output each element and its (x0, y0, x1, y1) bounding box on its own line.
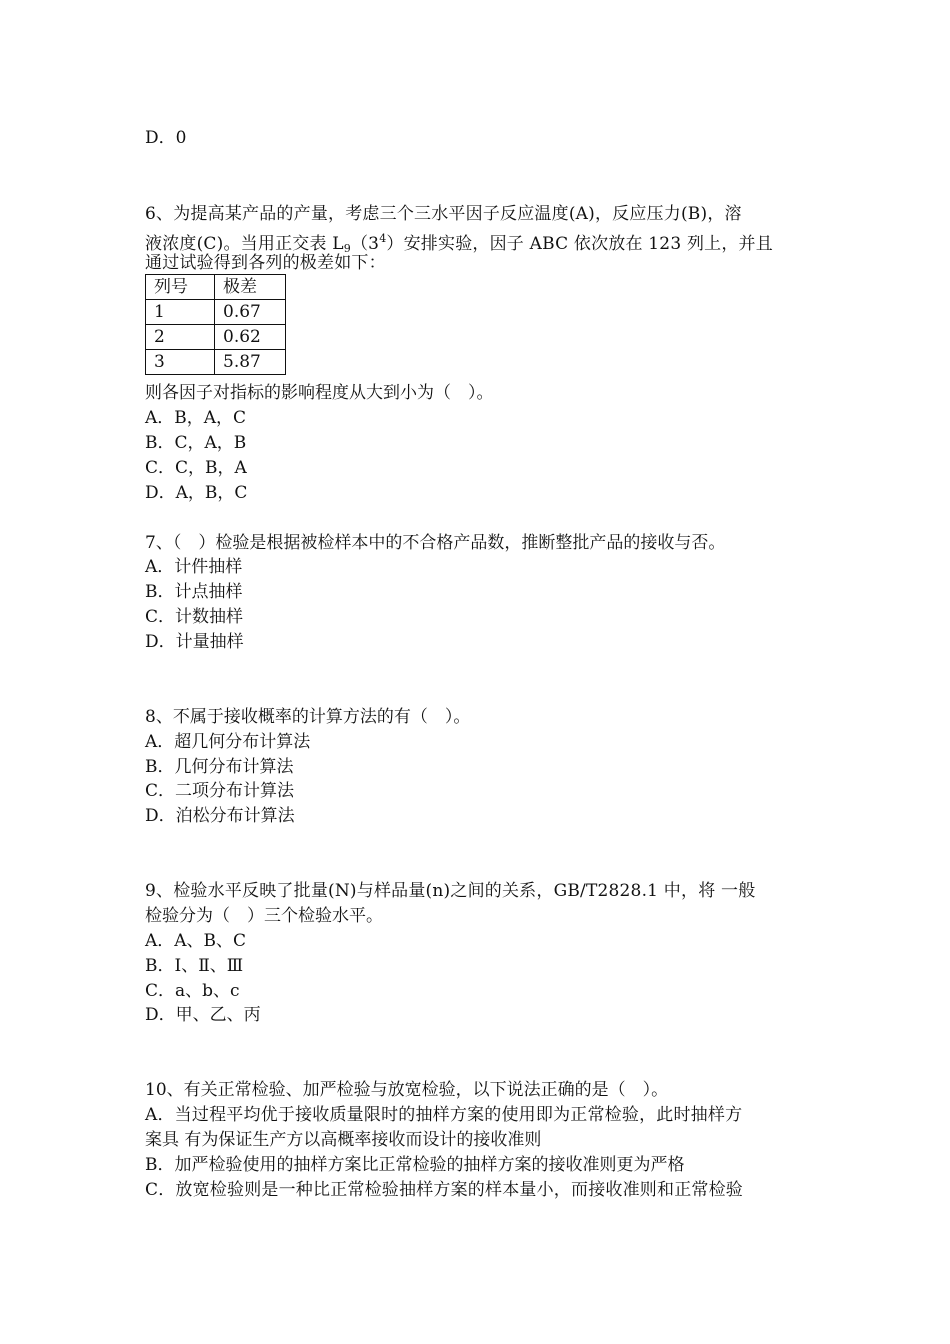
q10-option-a-line2: 案具 有为保证生产方以高概率接收而设计的接收准则 (145, 1130, 542, 1150)
q8-option-a: A．超几何分布计算法 (145, 732, 311, 752)
q7-option-a: A．计件抽样 (145, 557, 243, 577)
q6-stem-text: （3 (350, 234, 380, 254)
table-row (146, 325, 286, 350)
table-header-cell: 列号 (146, 275, 215, 300)
q6-question: 则各因子对指标的影响程度从大到小为（ ）。 (145, 383, 494, 403)
q6-stem-line1: 6、为提高某产品的产量，考虑三个三水平因子反应温度(A)，反应压力(B)，溶 (145, 204, 742, 224)
q6-stem-text: ）安排实验，因子 ABC 依次放在 123 列上，并且 (386, 234, 773, 254)
q6-stem-text: 液浓度(C)。当用正交表 L (145, 234, 344, 254)
q6-stem-line3: 通过试验得到各列的极差如下： (145, 253, 386, 273)
q6-subscript: 9 (343, 242, 351, 255)
table-header-cell: 极差 (215, 275, 286, 300)
table-cell: 3 (146, 350, 215, 375)
q6-option-c: C．C，B，A (145, 458, 247, 478)
q9-option-c: C．a、b、c (145, 981, 240, 1001)
q7-option-b: B．计点抽样 (145, 582, 243, 602)
q6-option-b: B．C，A，B (145, 433, 247, 453)
q10-option-a-line1: A．当过程平均优于接收质量限时的抽样方案的使用即为正常检验，此时抽样方 (145, 1105, 743, 1125)
q7-option-c: C．计数抽样 (145, 607, 244, 627)
table-row (146, 350, 286, 375)
q7-option-d: D．计量抽样 (145, 632, 244, 652)
table-header-row (146, 275, 286, 300)
q8-stem: 8、不属于接收概率的计算方法的有（ ）。 (145, 707, 471, 727)
q8-option-c: C．二项分布计算法 (145, 781, 295, 801)
q7-stem: 7、（ ）检验是根据被检样本中的不合格产品数，推断整批产品的接收与否。 (145, 533, 726, 553)
q10-option-c-line1: C．放宽检验则是一种比正常检验抽样方案的样本量小，而接收准则和正常检验 (145, 1180, 744, 1200)
q9-stem-line1: 9、检验水平反映了批量(N)与样品量(n)之间的关系，GB/T2828.1 中，将 一般 (145, 881, 756, 901)
q10-stem: 10、有关正常检验、加严检验与放宽检验，以下说法正确的是（ ）。 (145, 1080, 669, 1100)
table-cell: 0.62 (215, 325, 286, 350)
q6-superscript: 4 (379, 232, 387, 245)
table-row (146, 300, 286, 325)
q6-option-a: A．B，A，C (145, 408, 247, 428)
q10-option-b: B．加严检验使用的抽样方案比正常检验的抽样方案的接收准则更为严格 (145, 1155, 685, 1175)
q6-option-d: D．A，B，C (145, 483, 248, 503)
q9-option-a: A．A、B、C (145, 931, 247, 951)
q9-stem-line2: 检验分为（ ）三个检验水平。 (145, 906, 383, 926)
q9-option-d: D．甲、乙、丙 (145, 1005, 261, 1025)
q8-option-b: B．几何分布计算法 (145, 757, 294, 777)
range-table (145, 274, 286, 375)
table-cell: 1 (146, 300, 215, 325)
table-cell: 5.87 (215, 350, 286, 375)
q8-option-d: D．泊松分布计算法 (145, 806, 295, 826)
table-cell: 0.67 (215, 300, 286, 325)
q5-option-d: D．0 (145, 128, 187, 148)
q9-option-b: B．Ⅰ、Ⅱ、Ⅲ (145, 956, 244, 976)
table-cell: 2 (146, 325, 215, 350)
